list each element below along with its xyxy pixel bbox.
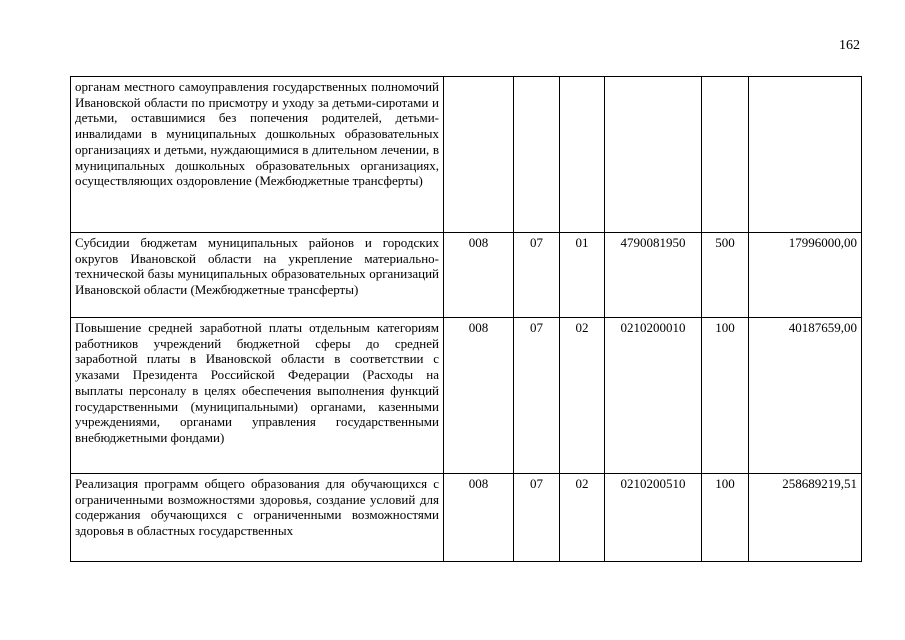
target-article-code: 4790081950 (605, 233, 702, 318)
row-description (71, 474, 444, 562)
row-description-text: Реализация программ общего образования для обучающихся с ограниченными возможностями здоровья, создание условий для содержания обучающихся с ограниченными возможностями здоровья в областных государственных (75, 476, 439, 539)
target-article-code: 0210200010 (605, 318, 702, 474)
ministry-code: 008 (444, 318, 514, 474)
section-code: 07 (514, 474, 560, 562)
section-code: 07 (514, 233, 560, 318)
amount-value: 17996000,00 (749, 233, 862, 318)
ministry-code: 008 (444, 233, 514, 318)
ministry-code (444, 77, 514, 233)
table-row (71, 233, 862, 318)
expense-type-code: 500 (702, 233, 749, 318)
row-description: органам местного самоуправления государственных полномочий Ивановской области по присмотру и уходу за детьми-сиротами и детьми, оставшимися без попечения родителей, детьми-инвалидами в муниципальных дошкольных образовательных организациях и детьми, нуждающимися в длительном лечении, в муниципальных дошкольных образовательных организациях, осуществляющих оздоровление (Межбюджетные трансферты) (71, 77, 444, 233)
row-description: Повышение средней заработной платы отдельным категориям работников учреждений бюджетной сферы до средней заработной платы в Ивановской области в соответствии с указами Президента Российской Федерации (Расходы на выплаты персоналу в целях обеспечения выполнения функций государственными (муниципальными) органами, казенными учреждениями, органами управления государственными внебюджетными фондами) (71, 318, 444, 474)
target-article-code: 0210200510 (605, 474, 702, 562)
page-number: 162 (839, 38, 860, 53)
table-row (71, 474, 862, 562)
amount-value: 258689219,51 (749, 474, 862, 562)
amount-value (749, 77, 862, 233)
row-description: Субсидии бюджетам муниципальных районов и городских округов Ивановской области на укрепление материально-технической базы муниципальных образовательных организаций Ивановской области (Межбюджетные трансферты) (71, 233, 444, 318)
table-row (71, 318, 862, 474)
budget-table (70, 76, 862, 562)
ministry-code: 008 (444, 474, 514, 562)
expense-type-code: 100 (702, 318, 749, 474)
subsection-code: 02 (560, 318, 605, 474)
section-code (514, 77, 560, 233)
subsection-code: 02 (560, 474, 605, 562)
expense-type-code: 100 (702, 474, 749, 562)
subsection-code: 01 (560, 233, 605, 318)
amount-value: 40187659,00 (749, 318, 862, 474)
table-row (71, 77, 862, 233)
section-code: 07 (514, 318, 560, 474)
expense-type-code (702, 77, 749, 233)
subsection-code (560, 77, 605, 233)
target-article-code (605, 77, 702, 233)
